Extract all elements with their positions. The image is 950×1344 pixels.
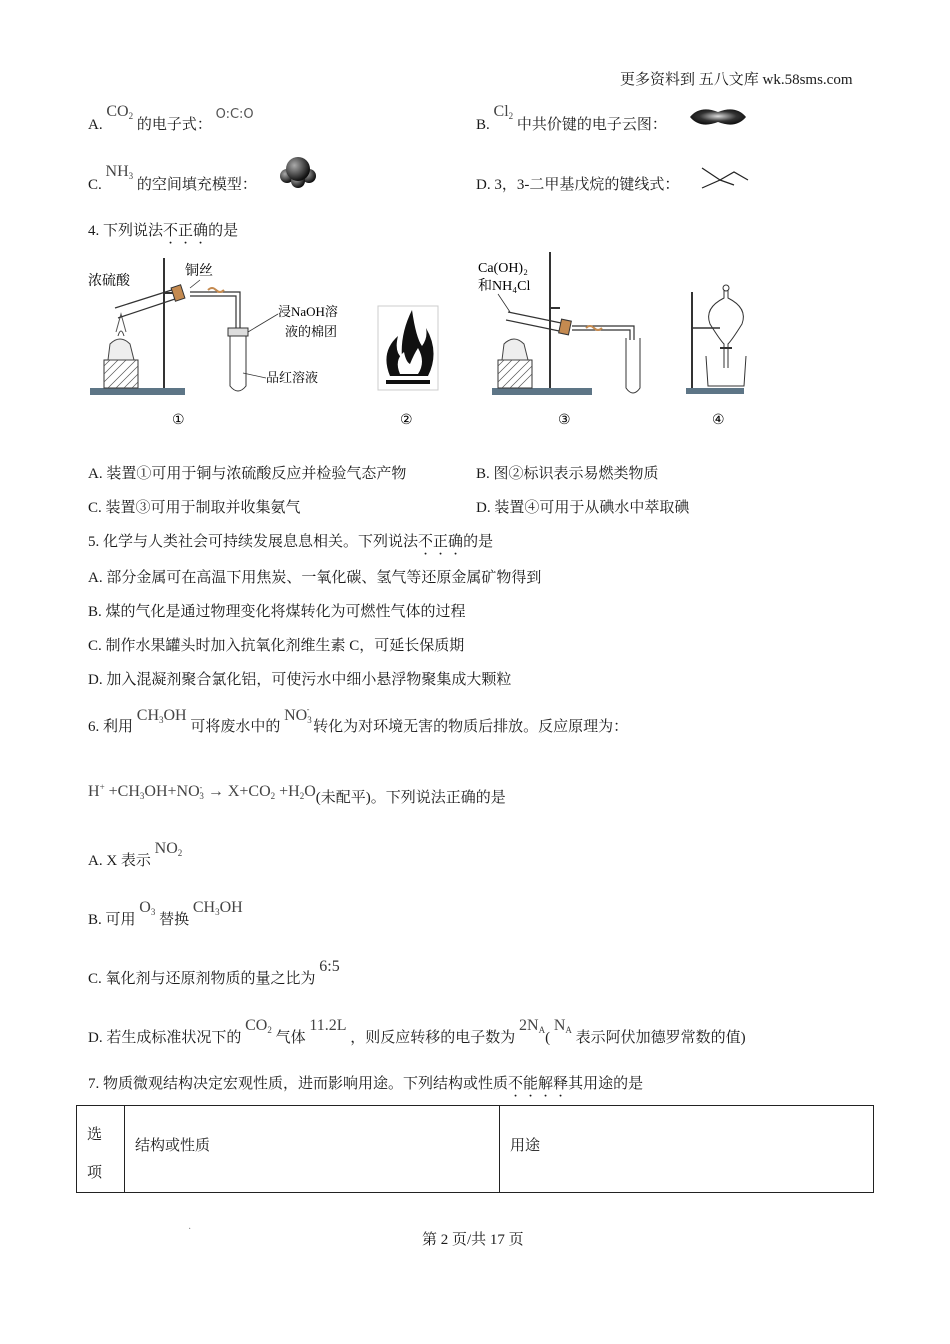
label-magenta: 品红溶液 [266, 370, 319, 385]
q6-equation: $H^+ +CH_3OH+NO^-_3 \to X+CO_2 +H_2O$(未配平)。下列说法正确的是 [88, 782, 506, 806]
q5-option-b: B. 煤的气化是通过物理变化将煤转化为可燃性气体的过程 [88, 604, 466, 620]
figure-num-1: ① [172, 413, 185, 428]
q5-option-c: C. 制作水果罐头时加入抗氧化剂维生素 C，可延长保质期 [88, 638, 465, 654]
nh3-space-filling-icon [278, 154, 318, 188]
label-caoh2: Ca(OH)₂ [478, 261, 528, 276]
table-header-option: 选 项 [77, 1106, 125, 1193]
q3-option-a: A. $CO_2$ 的电子式： O:C:O [88, 103, 254, 133]
watermark: 更多资料到 五八文库 wk.58sms.com [620, 72, 853, 88]
table-row [77, 1106, 874, 1193]
skeletal-formula-icon [700, 164, 750, 190]
apparatus-3 [478, 252, 640, 428]
q5-stem: 5. 化学与人类社会可持续发展息息相关。下列说法不正确的是 [88, 534, 494, 550]
label-naoh-2: 液的棉团 [285, 324, 338, 339]
q7-table [76, 1105, 874, 1193]
figure-num-4: ④ [712, 413, 725, 428]
q4-option-d: D. 装置④可用于从碘水中萃取碘 [476, 500, 690, 516]
q5-option-d: D. 加入混凝剂聚合氯化铝，可使污水中细小悬浮物聚集成大颗粒 [88, 672, 512, 688]
q6-option-d: D. 若生成标准状况下的 $CO_2$ 气体 11.2L ，则反应转移的电子数为 $2N_A$( $N_A$ 表示阿伏加德罗常数的值) [88, 1017, 746, 1046]
label-nh4cl: 和NH₄Cl [478, 279, 531, 294]
q6-stem: 6. 利用 $CH_3OH$ 可将废水中的 $NO_3^-$ 转化为对环境无害的物质后排放。反应原理为： [88, 705, 629, 735]
q4-option-c: C. 装置③可用于制取并收集氨气 [88, 500, 301, 516]
apparatus-1 [88, 258, 338, 428]
label-conc-sulfuric: 浓硫酸 [88, 274, 130, 289]
co2-formula: $CO_2$ [106, 103, 134, 121]
label-naoh-1: 浸NaOH溶 [278, 304, 338, 319]
q4-option-b: B. 图②标识表示易燃类物质 [476, 466, 659, 482]
footer-mark: · [188, 1224, 192, 1235]
q3-option-b: B. $Cl_2$ 中共价键的电子云图： [476, 103, 667, 133]
apparatus-4 [686, 285, 746, 428]
apparatus-2 [378, 306, 438, 428]
q6-option-a: A. X 表示 $NO_2$ [88, 840, 183, 869]
page-number: 第 2 页/共 17 页 [422, 1232, 524, 1248]
q3-option-d: D. 3，3-二甲基戊烷的键线式： [476, 177, 680, 193]
q7-stem: 7. 物质微观结构决定宏观性质，进而影响用途。下列结构或性质不能解释其用途的是 [88, 1076, 644, 1092]
q6-option-c: C. 氧化剂与还原剂物质的量之比为 6:5 [88, 958, 340, 987]
q5-option-a: A. 部分金属可在高温下用焦炭、一氧化碳、氢气等还原金属矿物得到 [88, 570, 542, 586]
figure-num-2: ② [400, 413, 413, 428]
label-copper-wire: 铜丝 [185, 264, 213, 279]
table-header-use: 用途 [500, 1106, 874, 1193]
q4-apparatus-figure [80, 248, 770, 430]
figure-num-3: ③ [558, 413, 571, 428]
q4-stem: 4. 下列说法不正确的是 [88, 223, 239, 239]
table-header-structure: 结构或性质 [125, 1106, 500, 1193]
electron-cloud-icon [688, 104, 748, 130]
q3-option-c: C. $NH_3$ 的空间填充模型： [88, 163, 257, 193]
q4-option-a: A. 装置①可用于铜与浓硫酸反应并检验气态产物 [88, 466, 407, 482]
q6-option-b: B. 可用 $O_3$ 替换 $CH_3OH$ [88, 899, 243, 928]
co2-electron-formula: O:C:O [215, 107, 254, 122]
